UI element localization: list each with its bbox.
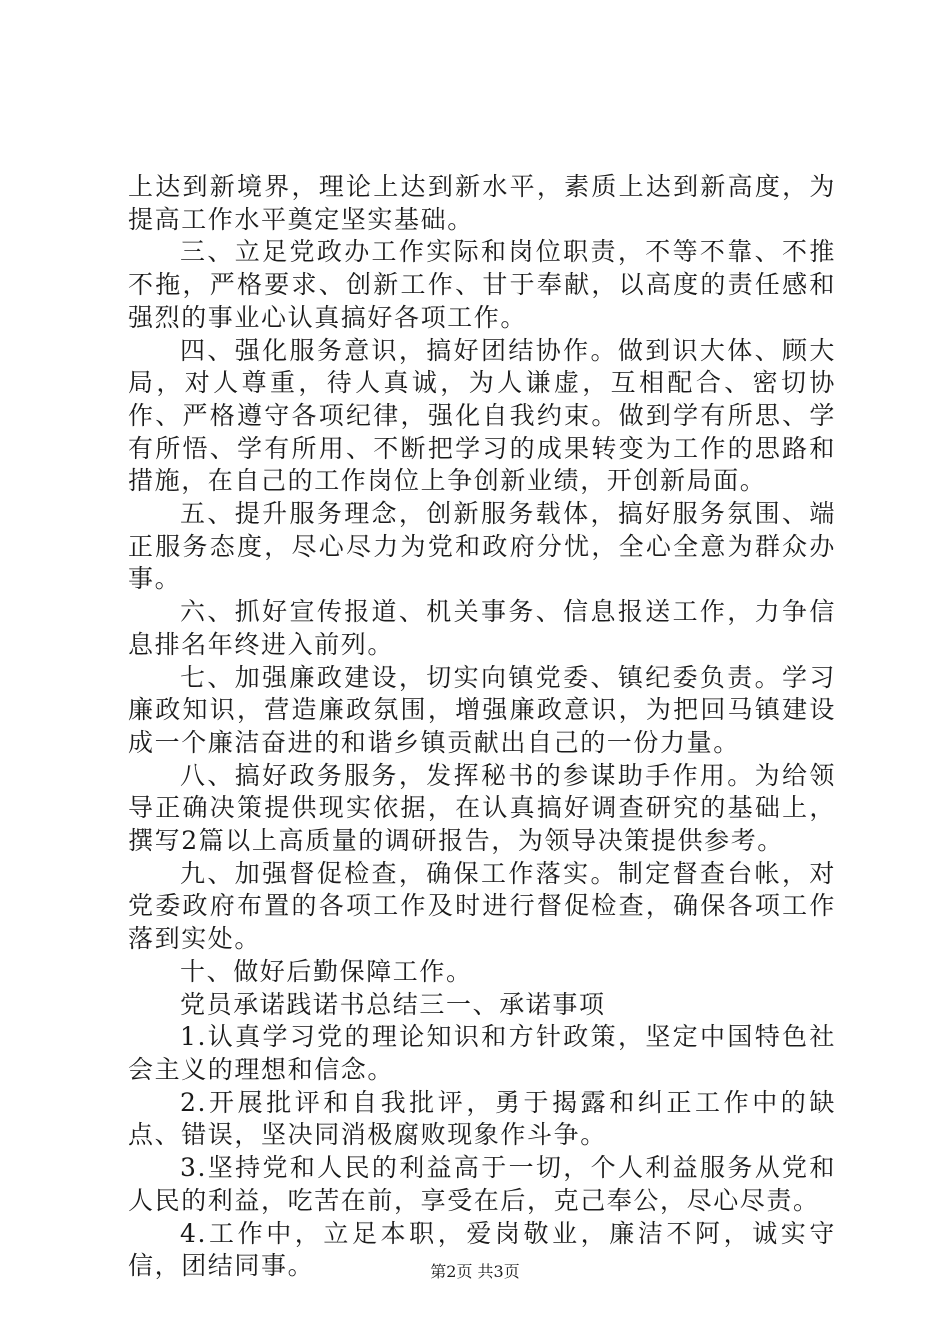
document-body: [128, 171, 836, 1283]
paragraph: 3.坚持党和人民的利益高于一切，个人利益服务从党和人民的利益，吃苦在前，享受在后，克己奉公，尽心尽责。: [128, 1153, 836, 1215]
paragraph: 七、加强廉政建设，切实向镇党委、镇纪委负责。学习廉政知识，营造廉政氛围，增强廉政意识，为把回马镇建设成一个廉洁奋进的和谐乡镇贡献出自己的一份力量。: [128, 662, 836, 757]
paragraph: 六、抓好宣传报道、机关事务、信息报送工作，力争信息排名年终进入前列。: [128, 597, 836, 659]
paragraph: 2.开展批评和自我批评，勇于揭露和纠正工作中的缺点、错误，坚决同消极腐败现象作斗争。: [128, 1087, 836, 1150]
page-footer: [0, 1262, 950, 1282]
page-number-label: 第2页 共3页: [430, 1262, 520, 1281]
paragraph: 1.认真学习党的理论知识和方针政策，坚定中国特色社会主义的理想和信念。: [128, 1022, 836, 1084]
paragraph: 4.工作中，立足本职，爱岗敬业，廉洁不阿，诚实守信，团结同事。: [128, 1218, 836, 1281]
paragraph: 五、提升服务理念，创新服务载体，搞好服务氛围、端正服务态度，尽心尽力为党和政府分忧，全心全意为群众办事。: [128, 499, 836, 594]
paragraph: 三、立足党政办工作实际和岗位职责，不等不靠、不推不拖，严格要求、创新工作、甘于奉献，以高度的责任感和强烈的事业心认真搞好各项工作。: [128, 237, 836, 332]
paragraph: 四、强化服务意识，搞好团结协作。做到识大体、顾大局，对人尊重，待人真诚，为人谦虚，互相配合、密切协作、严格遵守各项纪律，强化自我约束。做到学有所思、学有所悟、学有所用、不断把学习的成果转变为工作的思路和措施，在自己的工作岗位上争创新业绩，开创新局面。: [128, 335, 836, 496]
paragraph: 上达到新境界，理论上达到新水平，素质上达到新高度，为提高工作水平奠定坚实基础。: [128, 172, 836, 234]
paragraph: 八、搞好政务服务，发挥秘书的参谋助手作用。为给领导正确决策提供现实依据，在认真搞好调查研究的基础上，撰写2篇以上高质量的调研报告，为领导决策提供参考。: [128, 760, 836, 856]
paragraph: 十、做好后勤保障工作。: [180, 956, 473, 986]
paragraph: 九、加强督促检查，确保工作落实。制定督查台帐，对党委政府布置的各项工作及时进行督促检查，确保各项工作落到实处。: [128, 858, 836, 954]
section-heading: 党员承诺践诺书总结三一、承诺事项: [180, 989, 606, 1019]
